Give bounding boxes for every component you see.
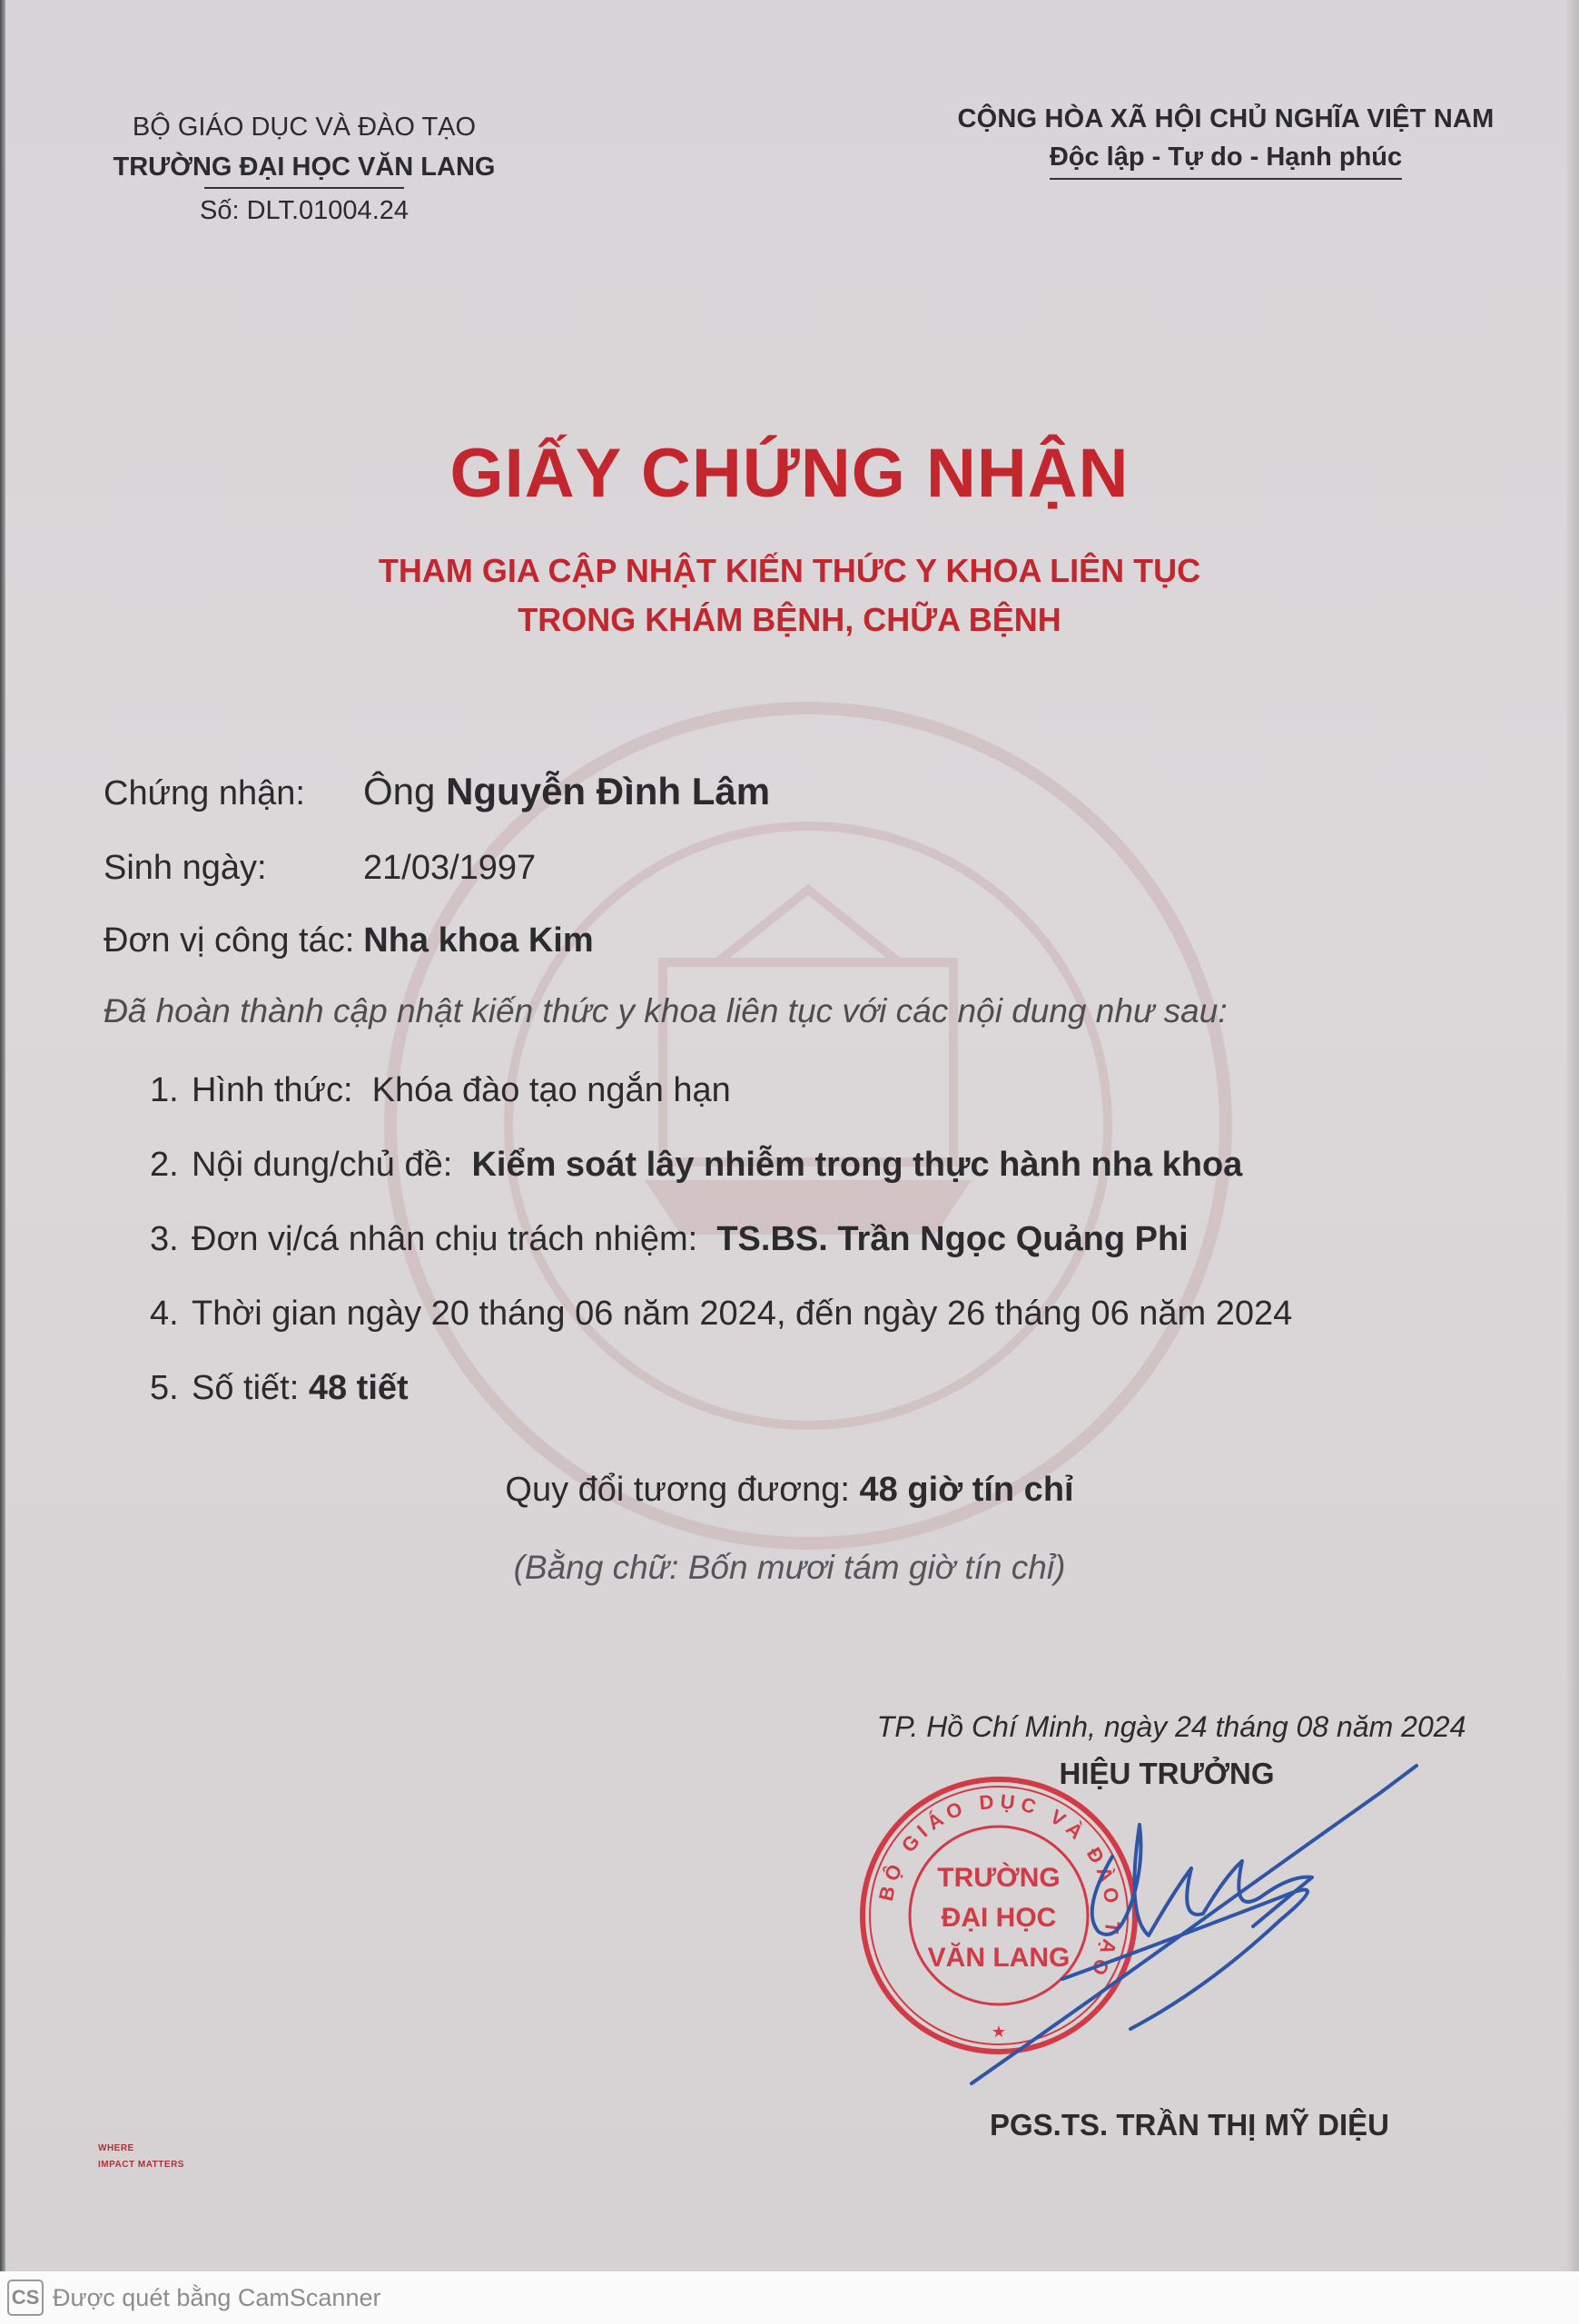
item-label: Nội dung/chủ đề: bbox=[192, 1146, 453, 1184]
subtitle-line-1: THAM GIA CẬP NHẬT KIẾN THỨC Y KHOA LIÊN TỤC bbox=[378, 552, 1201, 589]
camscanner-text: Được quét bằng CamScanner bbox=[53, 2283, 381, 2311]
list-item bbox=[150, 1369, 1292, 1443]
credit-equivalent bbox=[0, 1471, 1579, 1510]
item-number: 5. bbox=[150, 1369, 179, 1407]
item-number: 3. bbox=[150, 1220, 179, 1258]
item-label: Hình thức: bbox=[192, 1071, 353, 1109]
scan-edge-left bbox=[0, 0, 5, 2271]
scan-edge-right bbox=[1566, 0, 1579, 2271]
issuer-header bbox=[100, 107, 508, 231]
item-label: Số tiết: bbox=[192, 1369, 300, 1407]
dob-label: Sinh ngày: bbox=[104, 849, 267, 887]
recipient-value bbox=[363, 770, 770, 812]
item-text: Thời gian ngày 20 tháng 06 năm 2024, đến ngày 26 tháng 06 năm 2024 bbox=[192, 1295, 1293, 1333]
item-number: 2. bbox=[150, 1146, 179, 1184]
item-value: 48 tiết bbox=[308, 1369, 409, 1407]
item-value: TS.BS. Trần Ngọc Quảng Phi bbox=[716, 1220, 1189, 1258]
tagline-line-2: IMPACT MATTERS bbox=[98, 2160, 184, 2170]
stamp-center-line-3: VĂN LANG bbox=[927, 1943, 1071, 1973]
national-motto: Độc lập - Tự do - Hạnh phúc bbox=[1050, 138, 1402, 180]
dob-value: 21/03/1997 bbox=[363, 849, 537, 887]
nation-name: CỘNG HÒA XÃ HỘI CHỦ NGHĨA VIỆT NAM bbox=[957, 104, 1495, 133]
list-item bbox=[150, 1146, 1292, 1220]
amount-in-words: (Bằng chữ: Bốn mươi tám giờ tín chỉ) bbox=[513, 1549, 1066, 1586]
stamp-star-icon: ★ bbox=[991, 2023, 1007, 2041]
equivalent-value: 48 giờ tín chỉ bbox=[859, 1471, 1074, 1509]
completion-statement: Đã hoàn thành cập nhật kiến thức y khoa liên tục với các nội dung như sau: bbox=[104, 992, 1228, 1029]
stamp-ring-text: BỘ GIÁO DỤC VÀ ĐÀO TẠO bbox=[873, 1789, 1125, 1984]
recipient-honorific: Ông bbox=[363, 770, 436, 812]
certificate-subtitle bbox=[0, 547, 1579, 645]
rector-signature bbox=[953, 1725, 1462, 2106]
recipient-name: Nguyễn Đình Lâm bbox=[446, 770, 771, 812]
school-name: TRƯỜNG ĐẠI HỌC VĂN LANG bbox=[113, 153, 496, 182]
place-and-date: TP. Hồ Chí Minh, ngày 24 tháng 08 năm 2024 bbox=[876, 1710, 1466, 1743]
header-divider bbox=[204, 187, 404, 189]
signatory-name: PGS.TS. TRẦN THỊ MỸ DIỆU bbox=[989, 2108, 1390, 2142]
recipient-label: Chứng nhận: bbox=[104, 774, 305, 812]
item-number: 1. bbox=[150, 1071, 179, 1109]
dob-row bbox=[104, 849, 536, 888]
list-item bbox=[150, 1220, 1292, 1295]
item-value: Khóa đào tạo ngắn hạn bbox=[371, 1071, 731, 1109]
list-item bbox=[150, 1071, 1292, 1146]
camscanner-logo-icon: CS bbox=[7, 2280, 44, 2316]
brand-tagline bbox=[98, 2141, 184, 2173]
stamp-center-line-2: ĐẠI HỌC bbox=[941, 1903, 1057, 1933]
workplace-value: Nha khoa Kim bbox=[363, 921, 594, 960]
camscanner-footer bbox=[0, 2271, 1579, 2324]
workplace-row bbox=[104, 921, 594, 960]
item-number: 4. bbox=[150, 1295, 179, 1333]
stamp-center-line-1: TRƯỜNG bbox=[937, 1863, 1061, 1893]
workplace-label: Đơn vị công tác: bbox=[104, 921, 355, 960]
item-value: Kiểm soát lây nhiễm trong thực hành nha khoa bbox=[471, 1146, 1243, 1184]
equivalent-label: Quy đổi tương đương: bbox=[505, 1471, 850, 1509]
list-item bbox=[150, 1295, 1292, 1369]
tagline-line-1: WHERE bbox=[98, 2143, 134, 2153]
document-number: Số: DLT.01004.24 bbox=[199, 196, 410, 225]
signatory-title: HIỆU TRƯỞNG bbox=[1059, 1757, 1275, 1790]
certificate-title: GIẤY CHỨNG NHẬN bbox=[449, 435, 1130, 512]
item-label: Đơn vị/cá nhân chịu trách nhiệm: bbox=[192, 1220, 698, 1258]
national-header bbox=[953, 100, 1498, 180]
ministry-name: BỘ GIÁO DỤC VÀ ĐÀO TẠO bbox=[132, 113, 477, 142]
content-list bbox=[150, 1071, 1292, 1443]
recipient-row bbox=[104, 770, 770, 813]
subtitle-line-2: TRONG KHÁM BỆNH, CHỮA BỆNH bbox=[518, 601, 1061, 638]
